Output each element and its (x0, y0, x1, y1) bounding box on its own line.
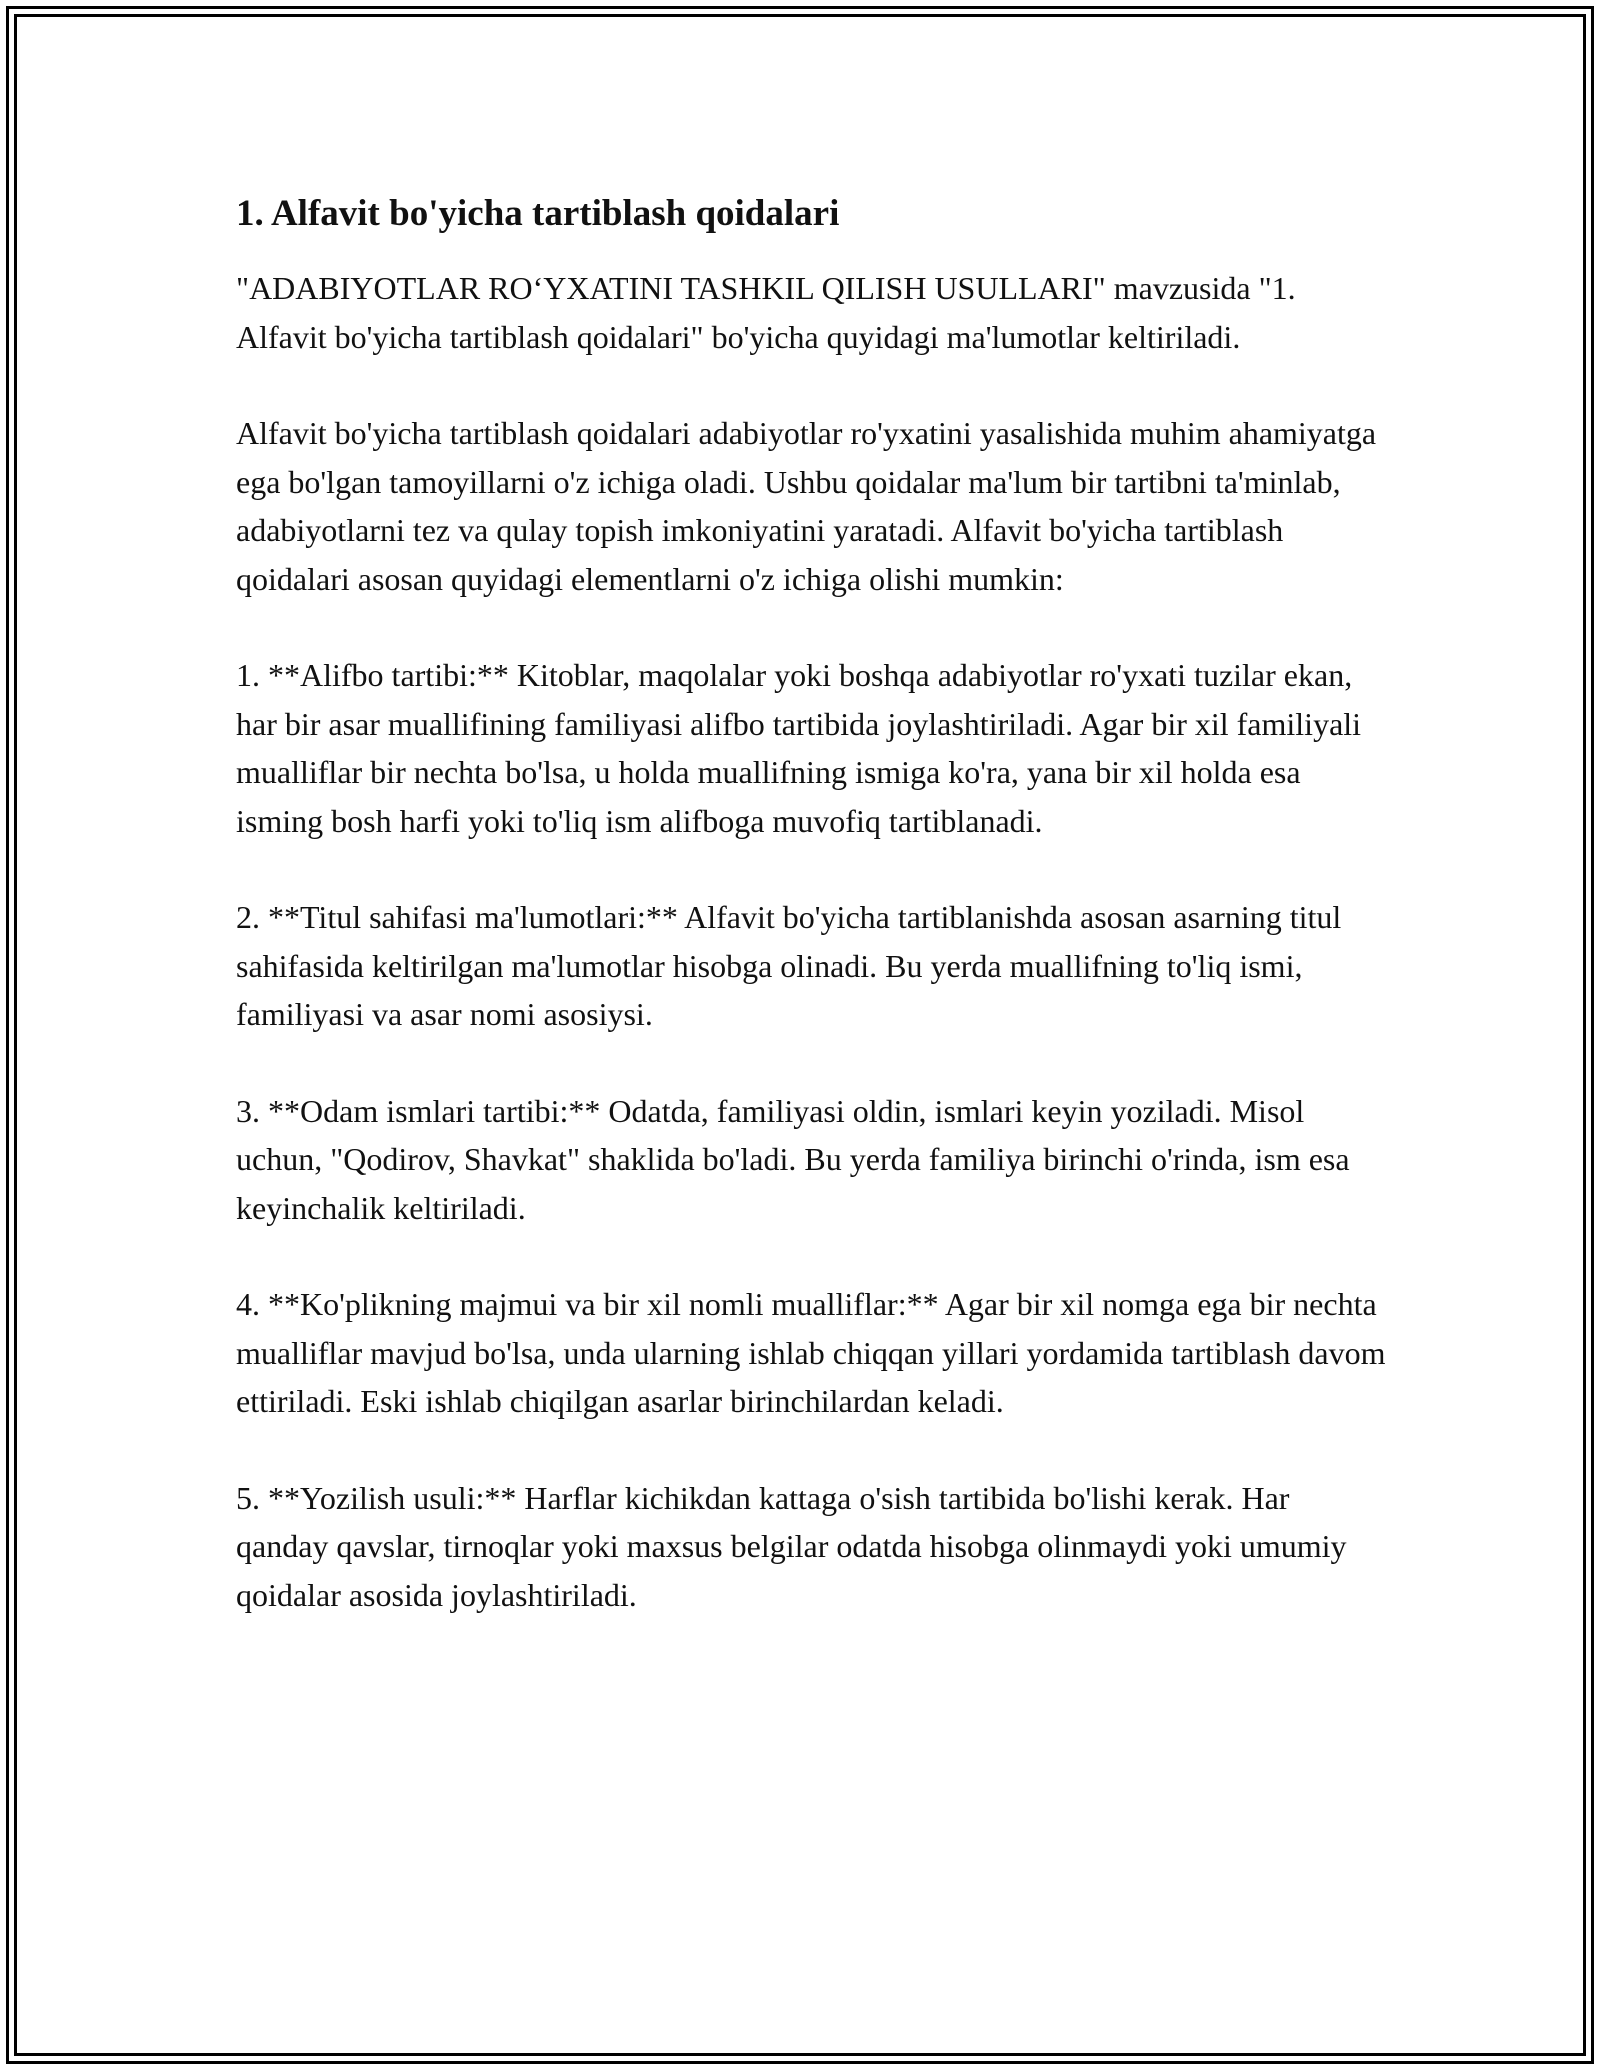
rule-3-paragraph: 3. **Odam ismlari tartibi:** Odatda, familiyasi oldin, ismlari keyin yoziladi. Misol uchun, "Qodirov, Shavkat" shaklida bo'ladi. Bu yerda familiya birinchi o'rinda, ism esa keyinchalik keltiriladi. (236, 1092, 1350, 1226)
document-body (236, 190, 1386, 1667)
rule-2-paragraph: 2. **Titul sahifasi ma'lumotlari:** Alfavit bo'yicha tartiblanishda asosan asarning titul sahifasida keltirilgan ma'lumotlar hisobga olinadi. Bu yerda muallifning to'liq ismi, familiyasi va asar nomi asosiysi. (236, 899, 1342, 1032)
overview-paragraph: Alfavit bo'yicha tartiblash qoidalari adabiyotlar ro'yxatini yasalishida muhim ahamiyatga ega bo'lgan tamoyillarni o'z ichiga oladi. Ushbu qoidalar ma'lum bir tartibni ta'minlab, adabiyotlarni tez va qulay topish imkoniyatini yaratadi. Alfavit bo'yicha tartiblash qoidalari asosan quyidagi elementlarni o'z ichiga olishi mumkin: (236, 415, 1377, 597)
intro-paragraph: "ADABIYOTLAR RO‘YXATINI TASHKIL QILISH USULLARI" mavzusida "1. Alfavit bo'yicha tartiblash qoidalari" bo'yicha quyidagi ma'lumotlar keltiriladi. (236, 270, 1296, 355)
rule-1-paragraph: 1. **Alifbo tartibi:** Kitoblar, maqolalar yoki boshqa adabiyotlar ro'yxati tuzilar ekan, har bir asar muallifining familiyasi alifbo tartibida joylashtiriladi. Agar bir xil familiyali mualliflar bir nechta bo'lsa, u holda muallifning ismiga ko'ra, yana bir xil holda esa isming bosh harfi yoki to'liq ism alifboga muvofiq tartiblanadi. (236, 657, 1362, 839)
document-title: 1. Alfavit bo'yicha tartiblash qoidalari (236, 193, 840, 234)
rule-5-paragraph: 5. **Yozilish usuli:** Harflar kichikdan kattaga o'sish tartibida bo'lishi kerak. Har qanday qavslar, tirnoqlar yoki maxsus belgilar odatda hisobga olinmaydi yoki umumiy qoidalar asosida joylashtiriladi. (236, 1479, 1347, 1613)
rule-4-paragraph: 4. **Ko'plikning majmui va bir xil nomli mualliflar:** Agar bir xil nomga ega bir nechta mualliflar mavjud bo'lsa, unda ularning ishlab chiqqan yillari yordamida tartiblash davom ettiriladi. Eski ishlab chiqilgan asarlar birinchilardan keladi. (236, 1286, 1386, 1419)
